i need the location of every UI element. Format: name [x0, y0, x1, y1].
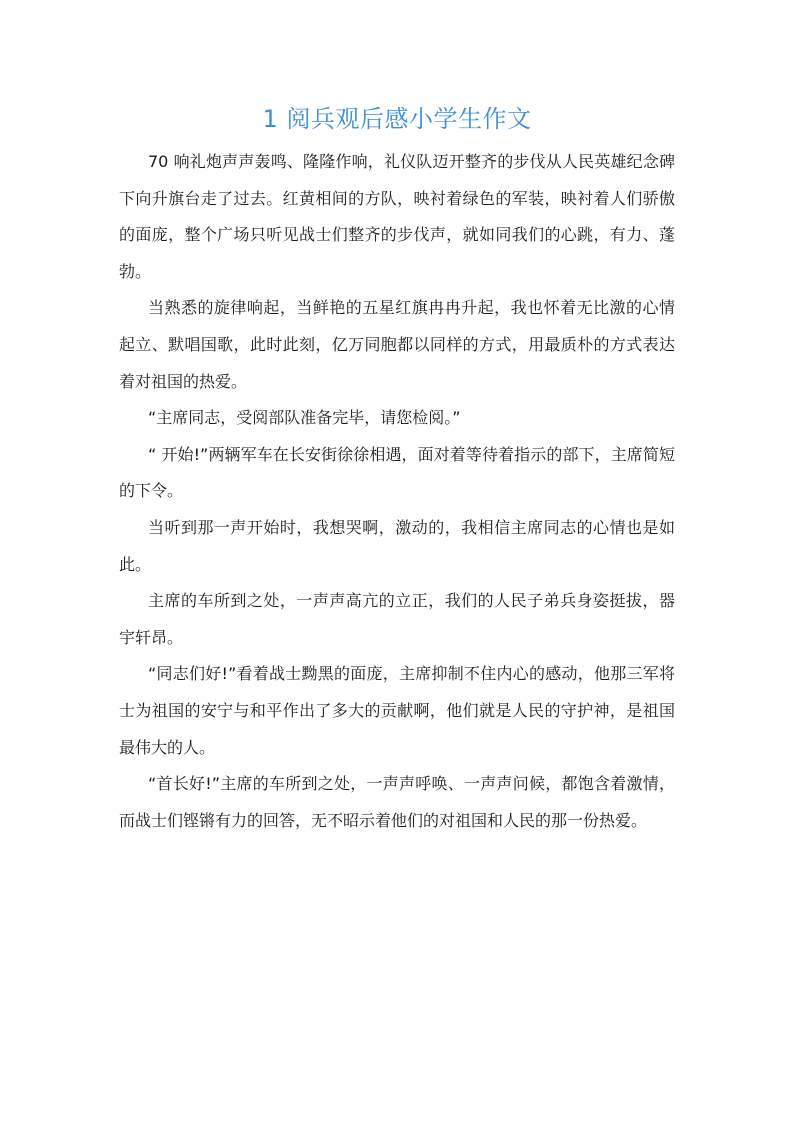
paragraph-2: 当熟悉的旋律响起，当鲜艳的五星红旗冉冉升起，我也怀着无比激的心情起立、默唱国歌，此时此刻，亿万同胞都以同样的方式，用最质朴的方式表达着对祖国的热爱。 [119, 298, 675, 391]
paragraph-8: “首长好!”主席的车所到之处，一声声呼唤、一声声问候，都饱含着激情，而战士们铿锵有力的回答，无不昭示着他们的对祖国和人民的那一份热爱。 [119, 774, 675, 830]
paragraph-6: 主席的车所到之处，一声声高亢的立正，我们的人民子弟兵身姿挺拔，器宇轩昂。 [119, 591, 675, 647]
paragraph-7: “同志们好!”看着战士黝黑的面庞，主席抑制不住内心的感动，他那三军将士为祖国的安宁与和平作出了多大的贡献啊，他们就是人民的守护神，是祖国最伟大的人。 [119, 664, 675, 757]
paragraph-5: 当听到那一声开始时，我想哭啊，激动的，我相信主席同志的心情也是如此。 [119, 517, 675, 574]
paragraph-3: “主席同志，受阅部队准备完毕，请您检阅。” [148, 408, 461, 428]
document-title: 1 阅兵观后感小学生作文 [262, 105, 532, 133]
document-body [119, 144, 675, 839]
paragraph-1: 70 响礼炮声声轰鸣、隆隆作响，礼仪队迈开整齐的步伐从人民英雄纪念碑下向升旗台走了过去。红黄相间的方队，映衬着绿色的军装，映衬着人们骄傲的面庞，整个广场只听见战士们整齐的步伐声，就如同我们的心跳，有力、蓬勃。 [119, 152, 675, 281]
paragraph-4: “ 开始!”两辆军车在长安街徐徐相遇，面对着等待着指示的部下，主席简短的下令。 [119, 444, 675, 501]
